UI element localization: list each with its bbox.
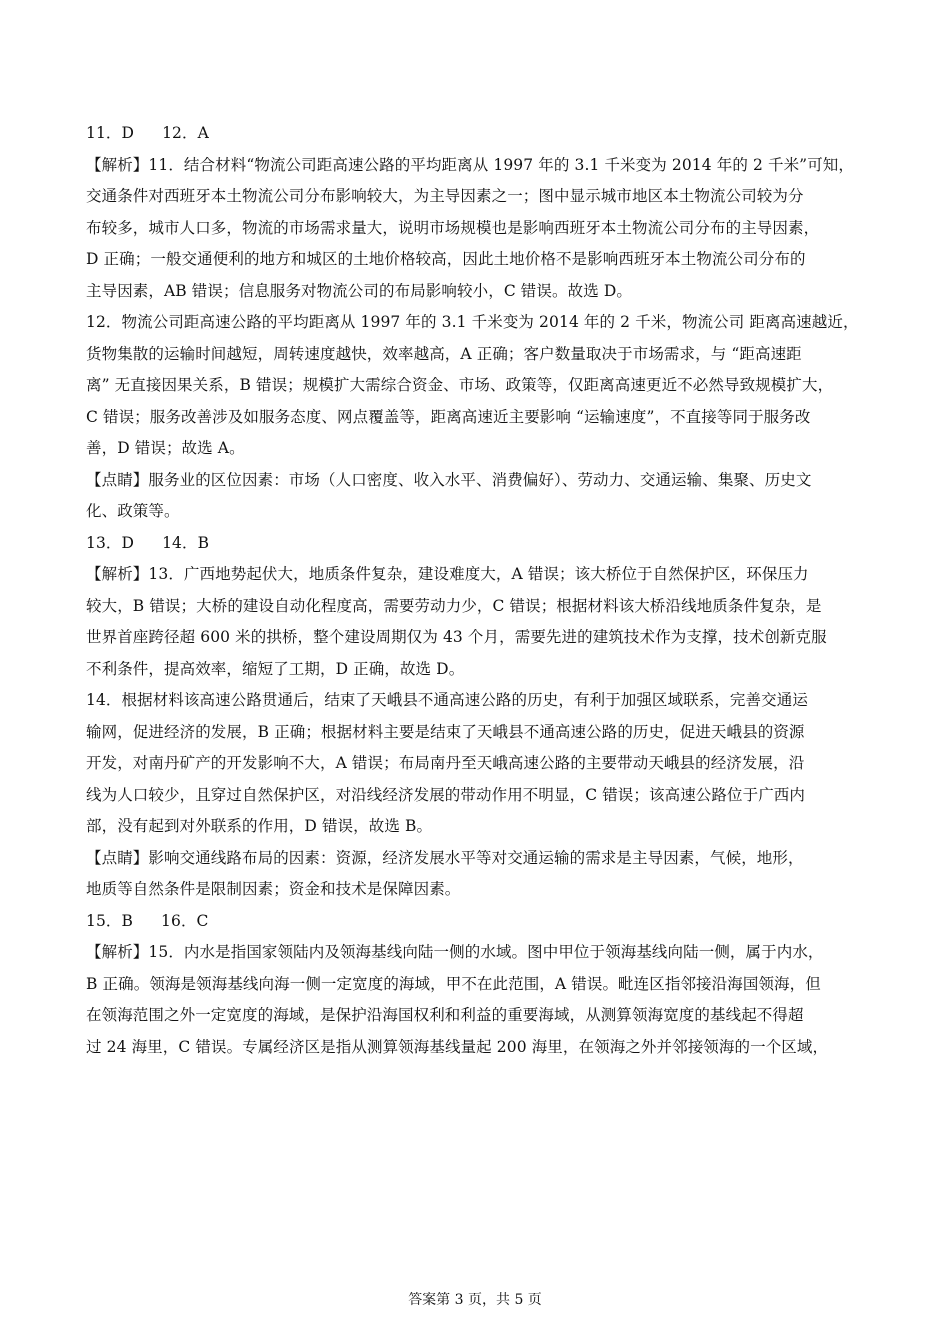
text-line: 【解析】13．广西地势起伏大，地质条件复杂，建设难度大，A 错误；该大桥位于自然保护区，环保压力	[86, 565, 809, 583]
answer-13: 13．D	[86, 533, 135, 552]
page-footer: 答案第 3 页，共 5 页	[408, 1292, 542, 1308]
analysis-14	[86, 685, 886, 843]
text-line: 化、政策等。	[86, 502, 180, 520]
text-line: 地质等自然条件是限制因素；资金和技术是保障因素。	[86, 880, 461, 898]
text-line: 过 24 海里，C 错误。专属经济区是指从测算领海基线量起 200 海里，在领海之外并邻接领海的一个区域，	[86, 1037, 829, 1056]
text-line: D 正确；一般交通便利的地方和城区的土地价格较高，因此土地价格不是影响西班牙本土物流公司分布的	[86, 250, 806, 268]
text-line: 开发，对南丹矿产的开发影响不大，A 错误；布局南丹至天峨高速公路的主要带动天峨县的经济发展，沿	[86, 754, 805, 772]
text-line: 布较多，城市人口多，物流的市场需求量大，说明市场规模也是影响西班牙本土物流公司分布的主导因素，	[86, 218, 820, 237]
text-line: 部，没有起到对外联系的作用，D 错误，故选 B。	[86, 817, 433, 835]
answer-15: 15．B	[86, 911, 134, 930]
answer-key-15-16	[86, 906, 886, 938]
answer-key-11-12	[86, 118, 886, 150]
text-line: C 错误；服务改善涉及如服务态度、网点覆盖等，距离高速近主要影响 “运输速度”，不直接等同于服务改	[86, 407, 811, 426]
text-line: 【点睛】影响交通线路布局的因素：资源，经济发展水平等对交通运输的需求是主导因素，气候，地形，	[86, 848, 804, 867]
tip-11-12	[86, 465, 886, 528]
text-line: 14．根据材料该高速公路贯通后，结束了天峨县不通高速公路的历史，有利于加强区域联系，完善交通运	[86, 691, 808, 709]
text-line: B 正确。领海是领海基线向海一侧一定宽度的海域，甲不在此范围，A 错误。毗连区指邻接沿海国领海，但	[86, 974, 821, 993]
analysis-11	[86, 150, 886, 308]
text-line: 交通条件对西班牙本土物流公司分布影响较大，为主导因素之一；图中显示城市地区本土物流公司较为分	[86, 187, 804, 205]
text-line: 12．物流公司距高速公路的平均距离从 1997 年的 3.1 千米变为 2014 年的 2 千米，物流公司 距离高速越近，	[86, 313, 859, 331]
text-line: 在领海范围之外一定宽度的海域，是保护沿海国权利和利益的重要海域，从测算领海宽度的基线起不得超	[86, 1006, 804, 1024]
text-line: 【解析】15．内水是指国家领陆内及领海基线向陆一侧的水域。图中甲位于领海基线向陆一侧，属于内水，	[86, 943, 824, 961]
answer-content	[86, 118, 886, 1063]
answer-16: 16．C	[161, 911, 209, 930]
analysis-13	[86, 559, 886, 685]
text-line: 货物集散的运输时间越短，周转速度越快，效率越高，A 正确；客户数量取决于市场需求，与 “距高速距	[86, 344, 802, 363]
text-line: 【解析】11．结合材料“物流公司距高速公路的平均距离从 1997 年的 3.1 千米变为 2014 年的 2 千米”可知，	[86, 155, 854, 174]
text-line: 较大，B 错误；大桥的建设自动化程度高，需要劳动力少，C 错误；根据材料该大桥沿线地质条件复杂，是	[86, 596, 822, 615]
text-line: 不利条件，提高效率，缩短了工期，D 正确，故选 D。	[86, 659, 465, 678]
answer-12: 12．A	[162, 124, 209, 142]
text-line: 主导因素，AB 错误；信息服务对物流公司的布局影响较小，C 错误。故选 D。	[86, 281, 632, 300]
text-line: 【点睛】服务业的区位因素：市场（人口密度、收入水平、消费偏好）、劳动力、交通运输、集聚、历史文	[86, 470, 812, 489]
text-line: 输网，促进经济的发展，B 正确；根据材料主要是结束了天峨县不通高速公路的历史，促进天峨县的资源	[86, 722, 805, 741]
analysis-12	[86, 307, 886, 465]
tip-13-14	[86, 843, 886, 906]
answer-14: 14．B	[162, 533, 210, 552]
text-line: 线为人口较少，且穿过自然保护区，对沿线经济发展的带动作用不明显，C 错误；该高速公路位于广西内	[86, 785, 805, 804]
text-line: 世界首座跨径超 600 米的拱桥，整个建设周期仅为 43 个月，需要先进的建筑技术作为支撑，技术创新克服	[86, 628, 827, 646]
text-line: 善，D 错误；故选 A。	[86, 439, 245, 457]
analysis-15	[86, 937, 886, 1063]
answer-key-13-14	[86, 528, 886, 560]
text-line: 离” 无直接因果关系，B 错误；规模扩大需综合资金、市场、政策等，仅距离高速更近不必然导致规模扩大，	[86, 376, 834, 394]
answer-11: 11．D	[86, 124, 135, 142]
